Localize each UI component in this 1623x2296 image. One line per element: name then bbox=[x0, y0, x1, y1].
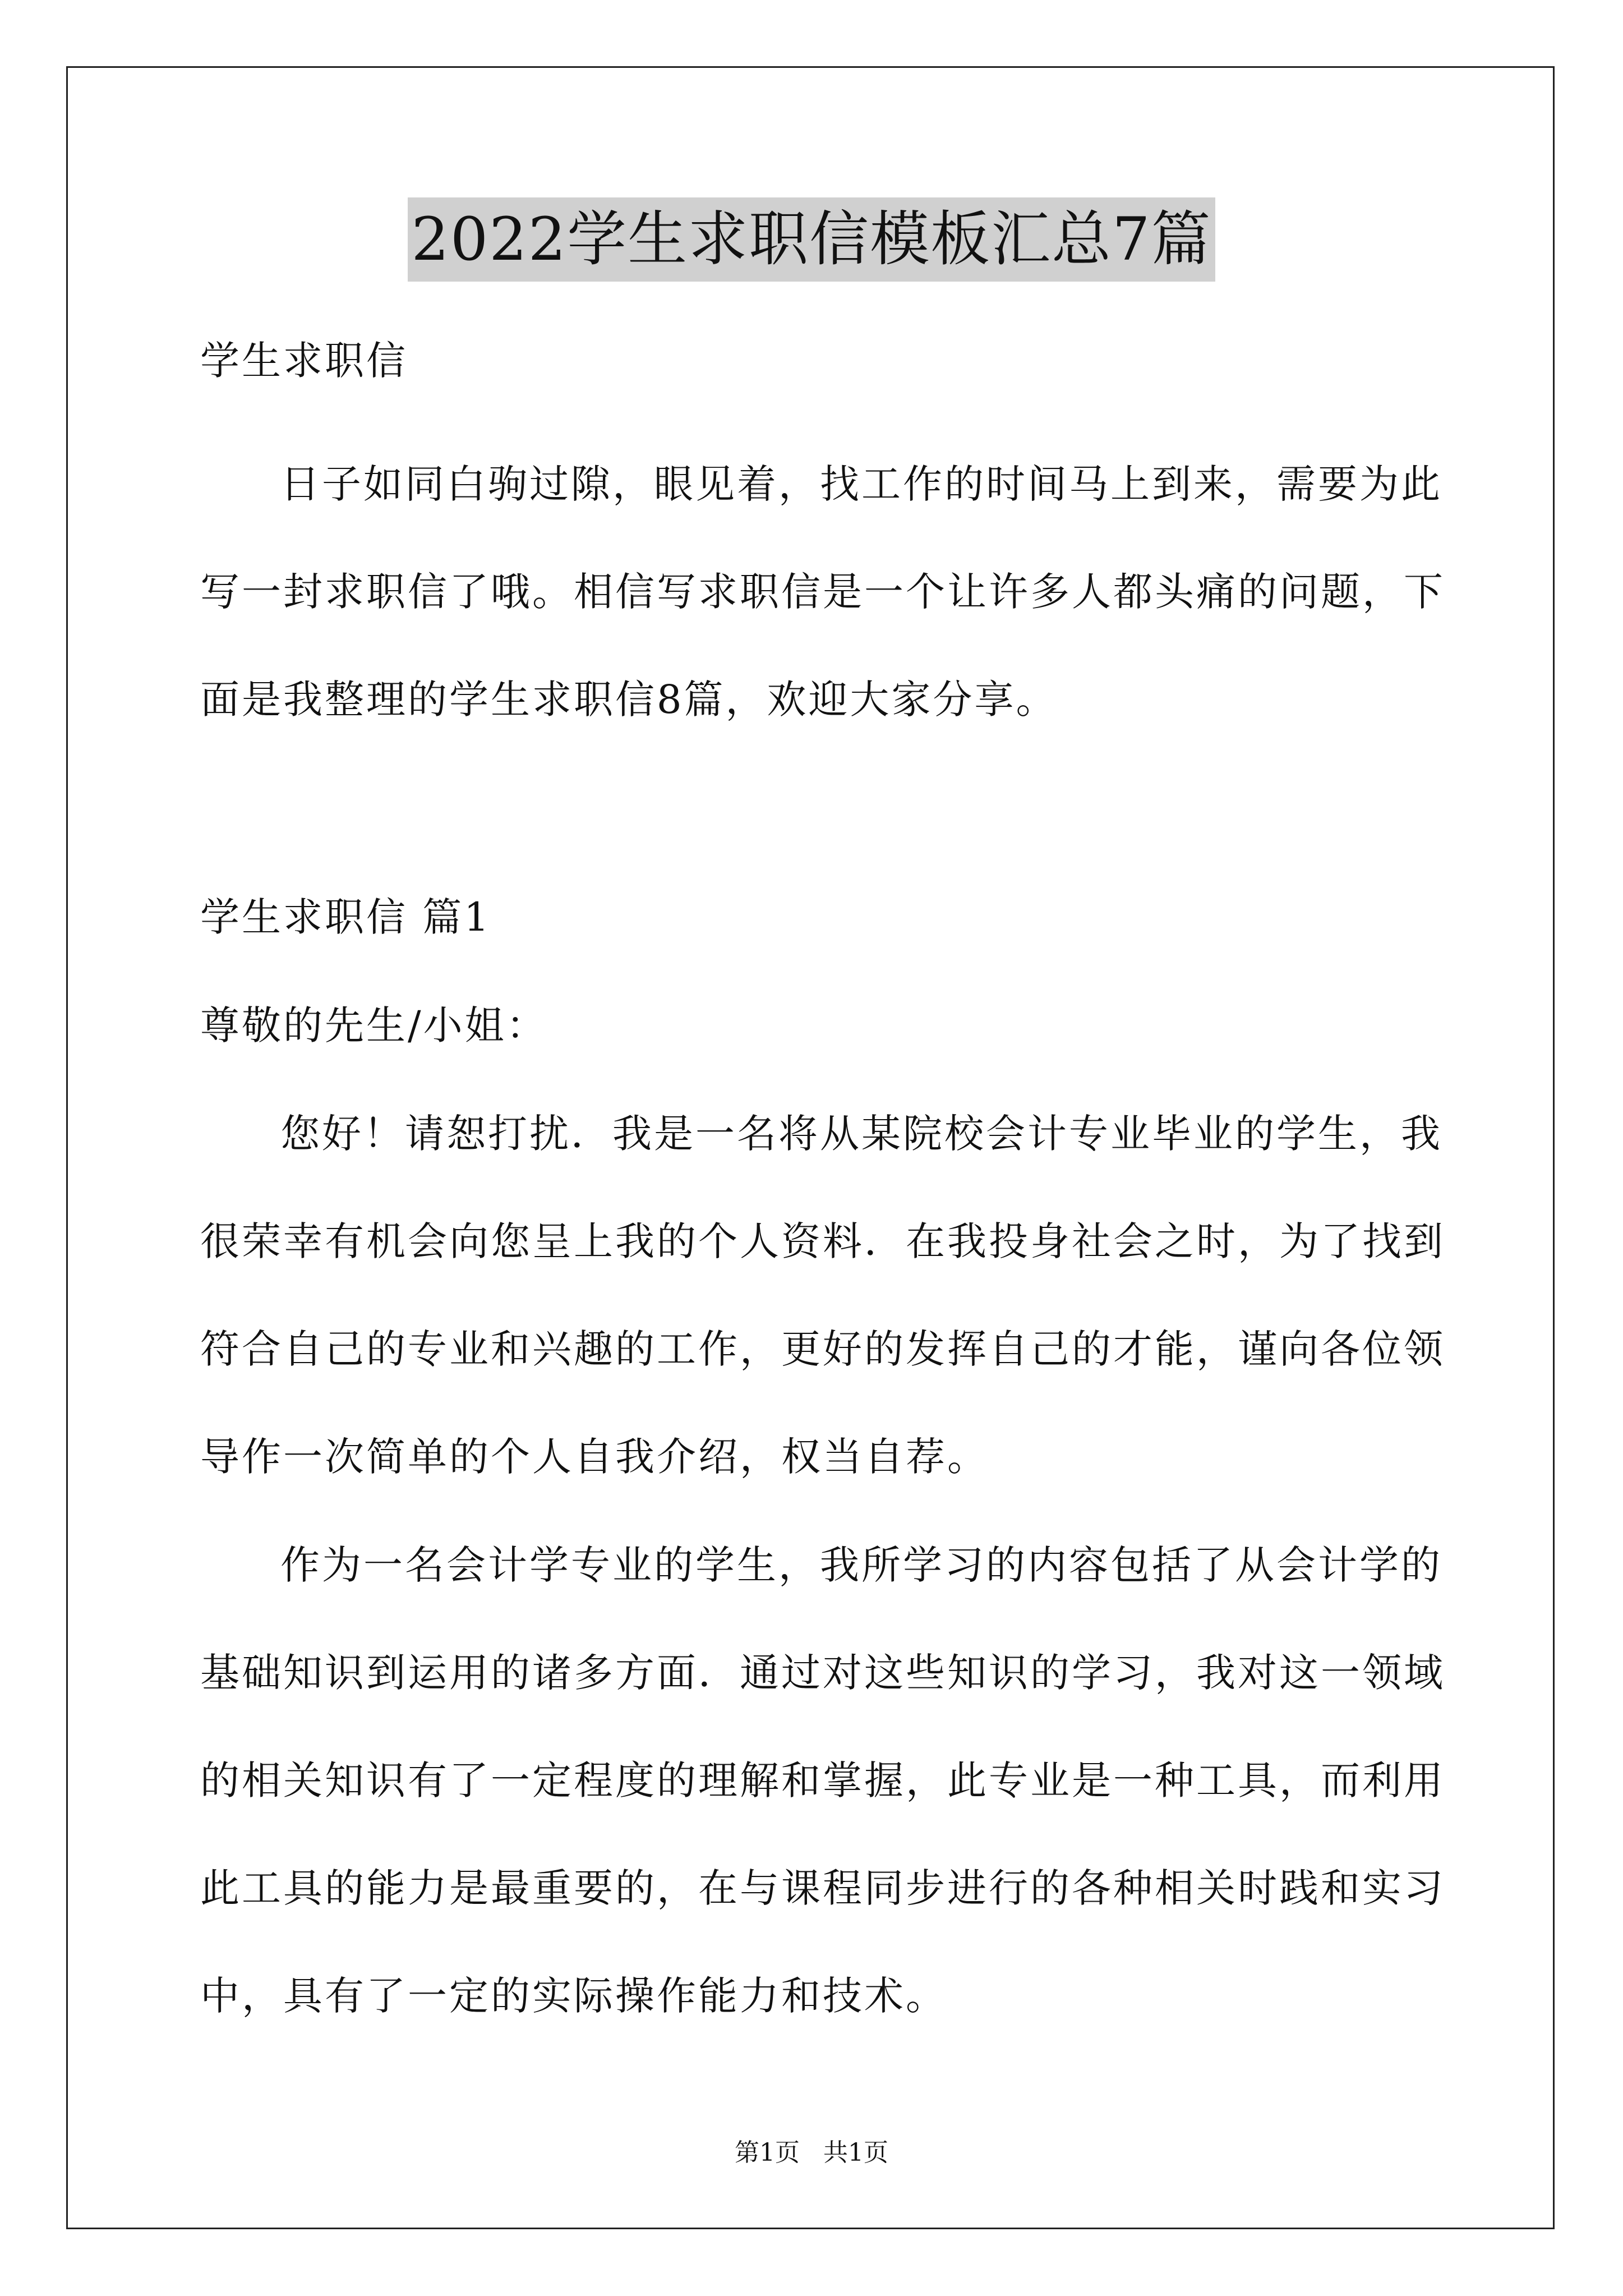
title-container bbox=[0, 197, 1623, 282]
paragraph-line: 面是我整理的学生求职信8篇，欢迎大家分享。 bbox=[200, 677, 1058, 723]
paragraph-line: 很荣幸有机会向您呈上我的个人资料．在我投身社会之时，为了找到 bbox=[200, 1218, 1445, 1264]
paragraph-line: 符合自己的专业和兴趣的工作，更好的发挥自己的才能，谨向各位领 bbox=[200, 1326, 1445, 1372]
document-title: 2022学生求职信模板汇总7篇 bbox=[408, 197, 1215, 282]
paragraph-line: 日子如同白驹过隙，眼见着，找工作的时间马上到来，需要为此 bbox=[280, 461, 1442, 507]
paragraph-line: 此工具的能力是最重要的，在与课程同步进行的各种相关时践和实习 bbox=[200, 1865, 1445, 1911]
paragraph-line: 作为一名会计学专业的学生，我所学习的内容包括了从会计学的 bbox=[280, 1542, 1442, 1588]
paragraph-line: 基础知识到运用的诸多方面．通过对这些知识的学习，我对这一领域 bbox=[200, 1650, 1445, 1696]
paragraph-line: 导作一次简单的个人自我介绍，权当自荐。 bbox=[200, 1434, 989, 1480]
page-footer: 第1页 共1页 bbox=[735, 2138, 888, 2167]
paragraph-line: 的相关知识有了一定程度的理解和掌握，此专业是一种工具，而利用 bbox=[200, 1757, 1445, 1803]
paragraph-line: 您好！请恕打扰．我是一名将从某院校会计专业毕业的学生，我 bbox=[280, 1111, 1442, 1157]
salutation: 尊敬的先生/小姐： bbox=[200, 1002, 548, 1048]
section-heading: 学生求职信 bbox=[200, 338, 408, 384]
paragraph-line: 中，具有了一定的实际操作能力和技术。 bbox=[200, 1973, 947, 2019]
section-heading: 学生求职信 篇1 bbox=[200, 894, 491, 940]
paragraph-line: 写一封求职信了哦。相信写求职信是一个让许多人都头痛的问题，下 bbox=[200, 569, 1445, 615]
